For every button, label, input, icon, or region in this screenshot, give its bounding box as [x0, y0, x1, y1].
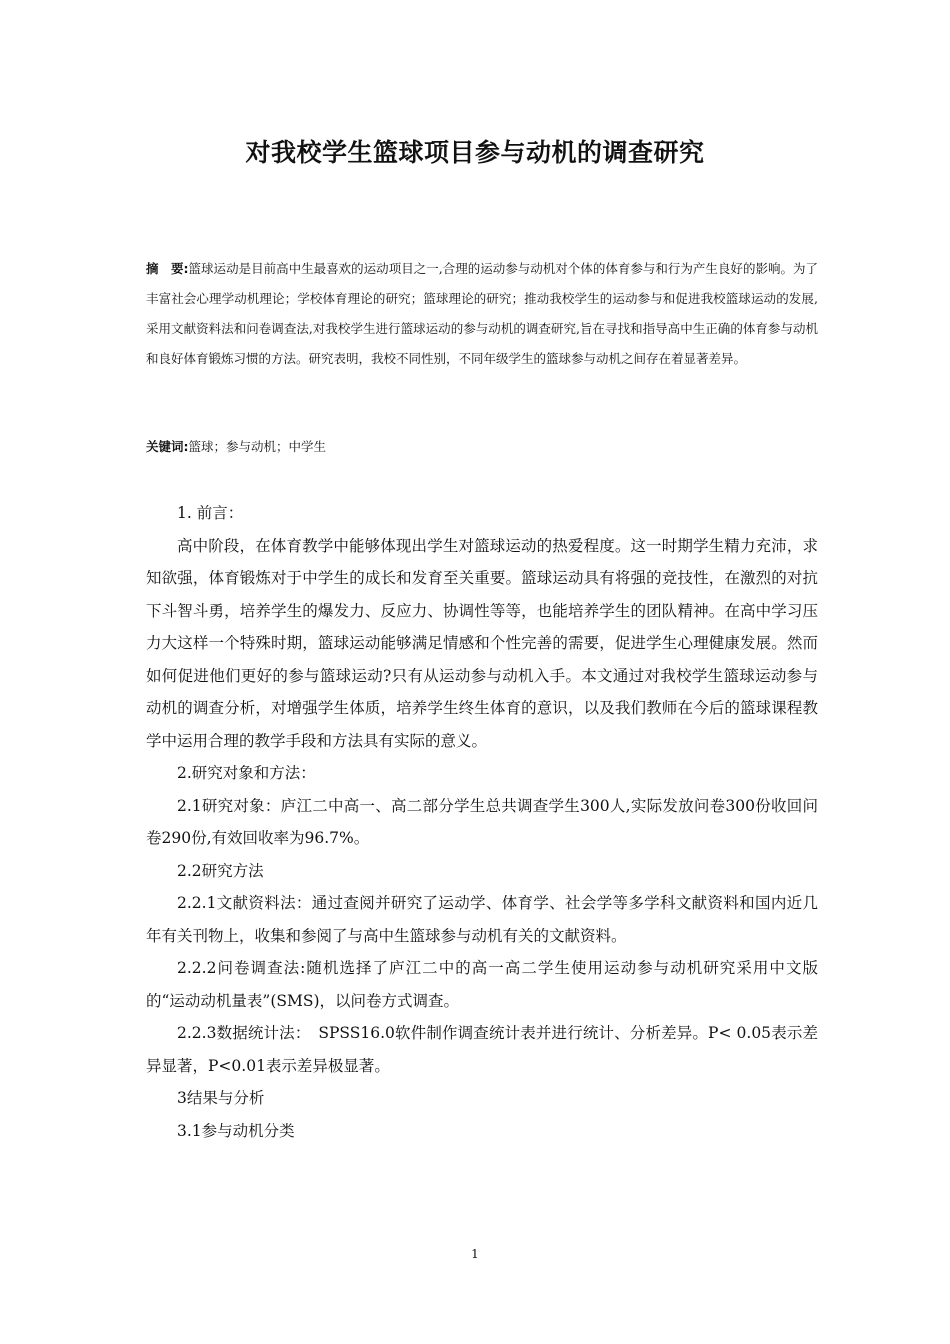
paragraph-introduction: 高中阶段，在体育教学中能够体现出学生对篮球运动的热爱程度。这一时期学生精力充沛，求知欲强，体育锻炼对于中学生的成长和发育至关重要。篮球运动具有将强的竞技性，在激烈的对抗下斗智斗勇，培养学生的爆发力、反应力、协调性等等，也能培养学生的团队精神。在高中学习压力大这样一个特殊时期，篮球运动能够满足情感和个性完善的需要，促进学生心理健康发展。然而如何促进他们更好的参与篮球运动?只有从运动参与动机入手。本文通过对我校学生篮球运动参与动机的调查分析，对增强学生体质，培养学生终生体育的意识，以及我们教师在今后的篮球课程教学中运用合理的教学手段和方法具有实际的意义。	[146, 536, 818, 750]
paragraph-statistics: 2.2.3数据统计法： SPSS16.0软件制作调查统计表并进行统计、分析差异。P< 0.05表示差异显著，P<0.01表示差异极显著。	[146, 1024, 818, 1075]
heading-methods: 2.研究对象和方法：	[177, 764, 316, 782]
page-title: 对我校学生篮球项目参与动机的调查研究	[245, 138, 705, 167]
abstract-label: 摘 要:	[146, 261, 189, 276]
heading-results: 3结果与分析	[177, 1089, 265, 1107]
page-number: 1	[471, 1247, 479, 1261]
heading-motivation-classification: 3.1参与动机分类	[177, 1121, 295, 1140]
heading-introduction: 1. 前言：	[177, 504, 244, 522]
paragraph-literature: 2.2.1文献资料法：通过查阅并研究了运动学、体育学、社会学等多学科文献资料和国内近几年有关刊物上，收集和参阅了与高中生篮球参与动机有关的文献资料。	[146, 894, 818, 945]
keywords-label: 关键词:	[146, 439, 189, 454]
abstract	[146, 254, 818, 374]
keywords	[146, 436, 818, 458]
abstract-text: 篮球运动是目前高中生最喜欢的运动项目之一,合理的运动参与动机对个体的体育参与和行为产生良好的影响。为了丰富社会心理学动机理论；学校体育理论的研究；篮球理论的研究；推动我校学生的运动参与和促进我校篮球运动的发展,采用文献资料法和问卷调查法,对我校学生进行篮球运动的参与动机的调查研究,旨在寻找和指导高中生正确的体育参与动机和良好体育锻炼习惯的方法。研究表明，我校不同性别，不同年级学生的篮球参与动机之间存在着显著差异。	[146, 261, 818, 366]
heading-research-methods: 2.2研究方法	[177, 861, 264, 880]
paragraph-subjects: 2.1研究对象：庐江二中高一、高二部分学生总共调查学生300人,实际发放问卷300份收回问卷290份,有效回收率为96.7%。	[146, 796, 818, 847]
paragraph-questionnaire: 2.2.2问卷调查法:随机选择了庐江二中的高一高二学生使用运动参与动机研究采用中文版的“运动动机量表”(SMS)，以问卷方式调查。	[146, 959, 818, 1010]
keywords-text: 篮球；参与动机；中学生	[188, 439, 327, 454]
body-text	[146, 497, 818, 1147]
